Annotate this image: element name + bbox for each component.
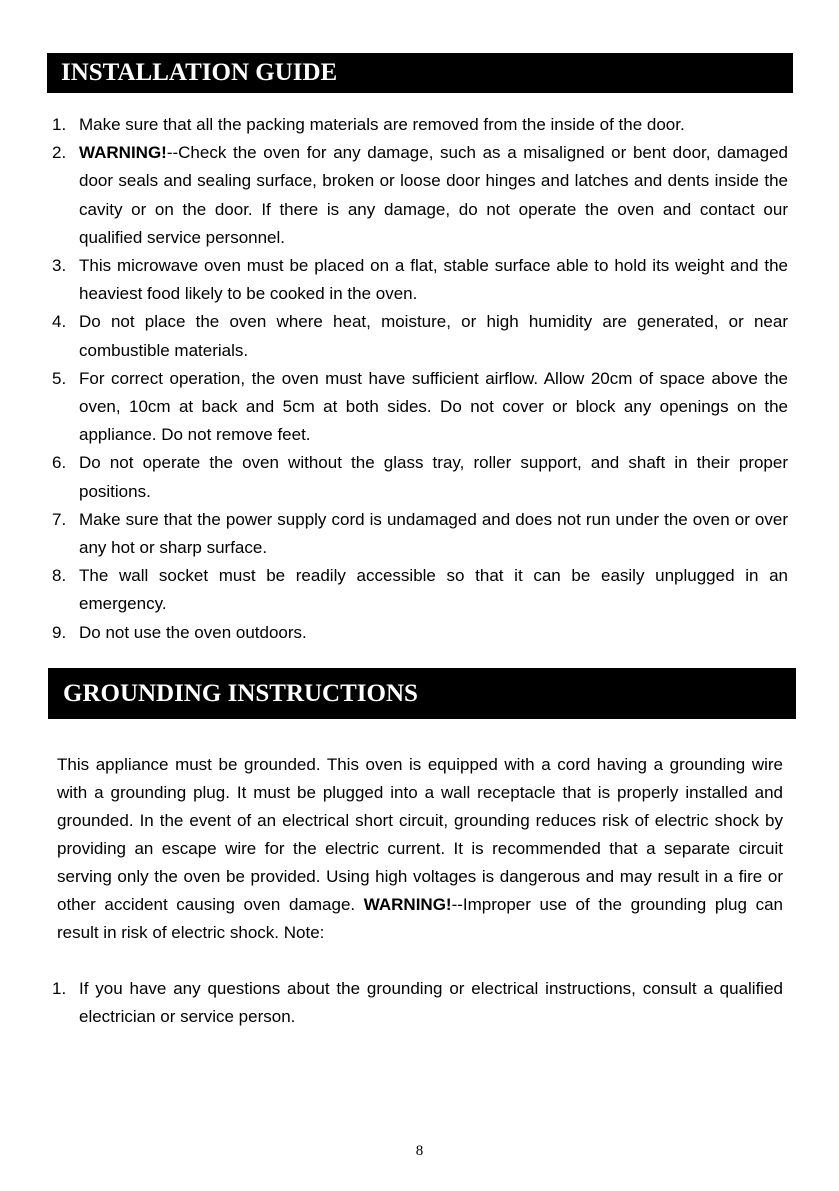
item-text: Do not use the oven outdoors.	[79, 622, 307, 642]
list-item	[50, 619, 788, 647]
item-number: 7.	[52, 509, 67, 529]
item-text: For correct operation, the oven must have sufficient airflow. Allow 20cm of space above the oven, 10cm at back and 5cm at both sides. Do not cover or block any openings on the appliance. Do not remove feet.	[79, 368, 788, 445]
item-number: 9.	[52, 622, 67, 642]
list-item	[50, 562, 788, 618]
grounding-instructions-heading: GROUNDING INSTRUCTIONS	[48, 668, 796, 719]
warning-label: WARNING!	[79, 143, 167, 163]
item-number: 1.	[52, 979, 67, 998]
grounding-list	[50, 975, 783, 1031]
item-text: --Check the oven for any damage, such as a misaligned or bent door, damaged door seals and sealing surface, broken or loose door hinges and latches and dents inside the cavity or on the door. If there is any damage, do not operate the oven and contact our qualified service personnel.	[79, 143, 788, 247]
item-text: This microwave oven must be placed on a flat, stable surface able to hold its weight and the heaviest food likely to be cooked in the oven.	[79, 256, 788, 304]
list-item	[50, 365, 788, 450]
item-text: The wall socket must be readily accessible so that it can be easily unplugged in an emergency.	[79, 566, 788, 614]
item-number: 2.	[52, 143, 67, 163]
item-text: Do not operate the oven without the glass tray, roller support, and shaft in their proper positions.	[79, 453, 788, 501]
list-item	[50, 449, 788, 505]
list-item	[50, 975, 783, 1031]
item-text: Do not place the oven where heat, moisture, or high humidity are generated, or near combustible materials.	[79, 312, 788, 360]
item-number: 1.	[52, 115, 67, 134]
item-number: 6.	[52, 453, 67, 473]
page-number: 8	[415, 1143, 424, 1159]
warning-label: WARNING!	[363, 895, 452, 914]
grounding-text-start: This appliance must be grounded. This oven is equipped with a cord having a grounding wire with a grounding plug. It must be plugged into a wall receptacle that is properly installed and grounded. In the event of an electrical short circuit, grounding reduces risk of electric shock by providing an escape wire for the electric current. It is recommended that a separate circuit serving only the oven be provided. Using high voltages is dangerous and may result in a fire or other accident causing oven damage.	[57, 755, 783, 914]
list-item	[50, 111, 788, 139]
item-text: Make sure that all the packing materials are removed from the inside of the door.	[79, 115, 685, 134]
list-item	[50, 139, 788, 252]
item-number: 4.	[52, 312, 67, 332]
list-item	[50, 252, 788, 308]
list-item	[50, 308, 788, 364]
item-number: 5.	[52, 368, 67, 388]
item-text: Make sure that the power supply cord is undamaged and does not run under the oven or over any hot or sharp surface.	[79, 509, 788, 558]
item-text: If you have any questions about the grounding or electrical instructions, consult a qualified electrician or service person.	[79, 979, 783, 1027]
installation-list	[50, 111, 788, 647]
item-number: 8.	[52, 566, 67, 586]
item-number: 3.	[52, 256, 67, 276]
grounding-text-end: --Improper use of the grounding plug can result in risk of electric shock. Note:	[57, 895, 783, 942]
grounding-paragraph	[57, 751, 783, 947]
installation-guide-heading: INSTALLATION GUIDE	[47, 53, 793, 93]
list-item	[50, 506, 788, 562]
